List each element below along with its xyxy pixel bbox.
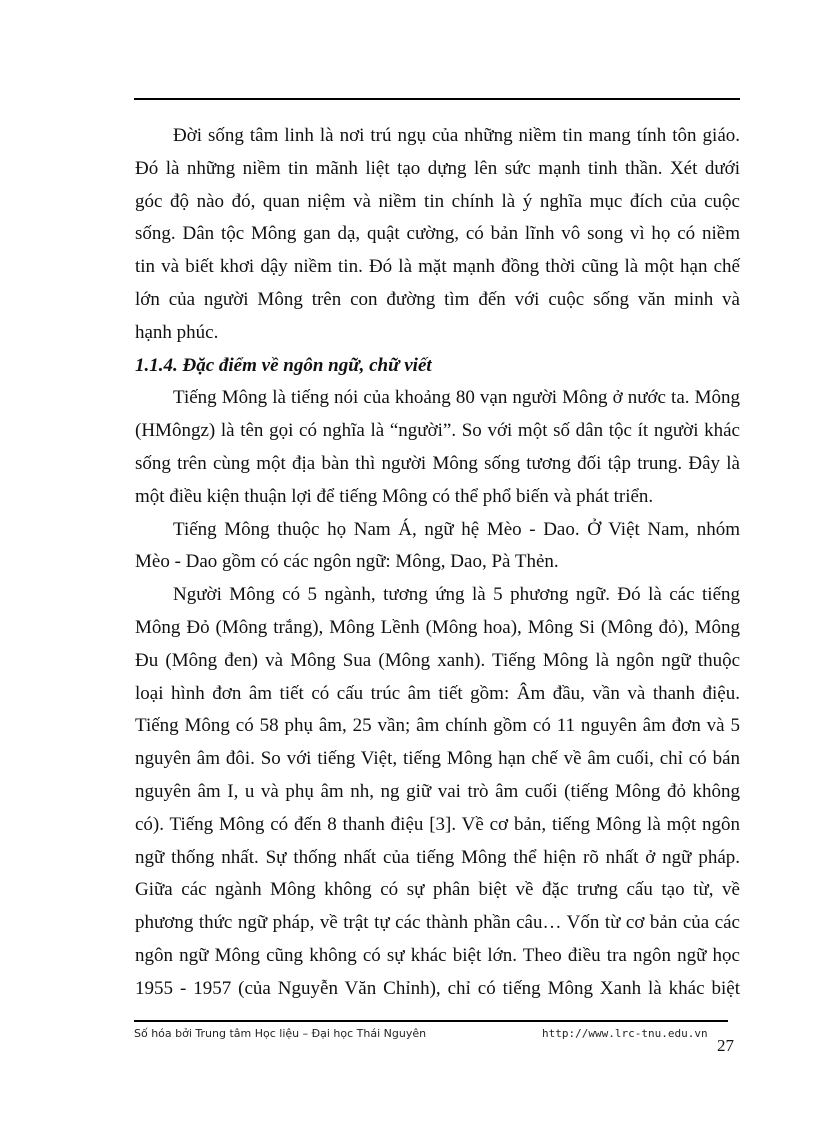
text-line: hạnh phúc.	[135, 321, 219, 343]
page-number: 27	[717, 1036, 734, 1055]
text-line: nguyên âm đôi. So với tiếng Việt, tiếng Mông hạn chế về âm cuối, chỉ có bán	[135, 748, 740, 770]
text-line: Mèo - Dao gồm có các ngôn ngữ: Mông, Dao, Pà Thẻn.	[135, 551, 559, 573]
text-line: Đu (Mông đen) và Mông Sua (Mông xanh). Tiếng Mông là ngôn ngữ thuộc	[135, 649, 740, 671]
text-line: sống. Dân tộc Mông gan dạ, quật cường, có bản lĩnh vô song vì họ có niềm	[135, 223, 740, 245]
text-line: sống trên cùng một địa bàn thì người Mông sống tương đối tập trung. Đây là	[135, 452, 740, 474]
footer-url-link[interactable]: http://www.lrc-tnu.edu.vn	[542, 1027, 708, 1040]
text-line: có). Tiếng Mông có đến 8 thanh điệu [3]. Về cơ bản, tiếng Mông là một ngôn	[135, 813, 740, 835]
text-line: Tiếng Mông thuộc họ Nam Á, ngữ hệ Mèo - Dao. Ở Việt Nam, nhóm	[173, 518, 740, 540]
text-line: phương thức ngữ pháp, về trật tự các thành phần câu… Vốn từ cơ bản của các	[135, 912, 740, 934]
text-line: ngôn ngữ Mông cũng không có sự khác biệt lớn. Theo điều tra ngôn ngữ học	[135, 944, 740, 966]
text-line: loại hình đơn âm tiết có cấu trúc âm tiết gồm: Âm đầu, vần và thanh điệu.	[135, 682, 740, 704]
text-line: Tiếng Mông là tiếng nói của khoảng 80 vạn người Mông ở nước ta. Mông	[173, 387, 740, 409]
text-line: Đời sống tâm linh là nơi trú ngụ của những niềm tin mang tính tôn giáo.	[173, 125, 740, 146]
text-line: Tiếng Mông có 58 phụ âm, 25 vần; âm chính gồm có 11 nguyên âm đơn và 5	[135, 715, 740, 737]
text-line: Giữa các ngành Mông không có sự phân biệt về đặc trưng cấu tạo từ, về	[135, 879, 740, 901]
text-line: (HMôngz) là tên gọi có nghĩa là “người”. So với một số dân tộc ít người khác	[135, 420, 740, 442]
text-line: nguyên âm I, u và phụ âm nh, ng giữ vai trò âm cuối (tiếng Mông đỏ không	[135, 780, 740, 802]
paragraph-language-family	[135, 514, 740, 580]
text-line: tin và biết khơi dậy niềm tin. Đó là mặt mạnh đồng thời cũng là một hạn chế	[135, 256, 740, 278]
text-line: ngữ thống nhất. Sự thống nhất của tiếng Mông thể hiện rõ nhất ở ngữ pháp.	[135, 846, 740, 868]
text-line: Mông Đỏ (Mông trắng), Mông Lềnh (Mông hoa), Mông Si (Mông đỏ), Mông	[135, 616, 740, 638]
paragraph-spiritual-life	[135, 120, 740, 350]
text-line: lớn của người Mông trên con đường tìm đến với cuộc sống văn minh và	[135, 288, 740, 310]
paragraph-dialects	[135, 579, 740, 1005]
paragraph-mong-language	[135, 382, 740, 513]
text-line: Đó là những niềm tin mãnh liệt tạo dựng lên sức mạnh tinh thần. Xét dưới	[135, 157, 740, 179]
text-line: 1955 - 1957 (của Nguyễn Văn Chỉnh), chỉ có tiếng Mông Xanh là khác biệt	[135, 977, 740, 999]
footer-source: Số hóa bởi Trung tâm Học liệu – Đại học Thái Nguyên	[134, 1027, 427, 1040]
section-heading: 1.1.4. Đặc điểm về ngôn ngữ, chữ viết	[135, 354, 432, 376]
text-line: góc độ nào đó, quan niệm và niềm tin chính là ý nghĩa mục đích của cuộc	[135, 190, 740, 212]
header-rule	[134, 98, 740, 100]
footer-rule	[134, 1020, 728, 1022]
text-line: Người Mông có 5 ngành, tương ứng là 5 phương ngữ. Đó là các tiếng	[173, 584, 740, 606]
text-line: một điều kiện thuận lợi để tiếng Mông có thể phổ biến và phát triển.	[135, 485, 654, 507]
page-body	[135, 120, 740, 1006]
